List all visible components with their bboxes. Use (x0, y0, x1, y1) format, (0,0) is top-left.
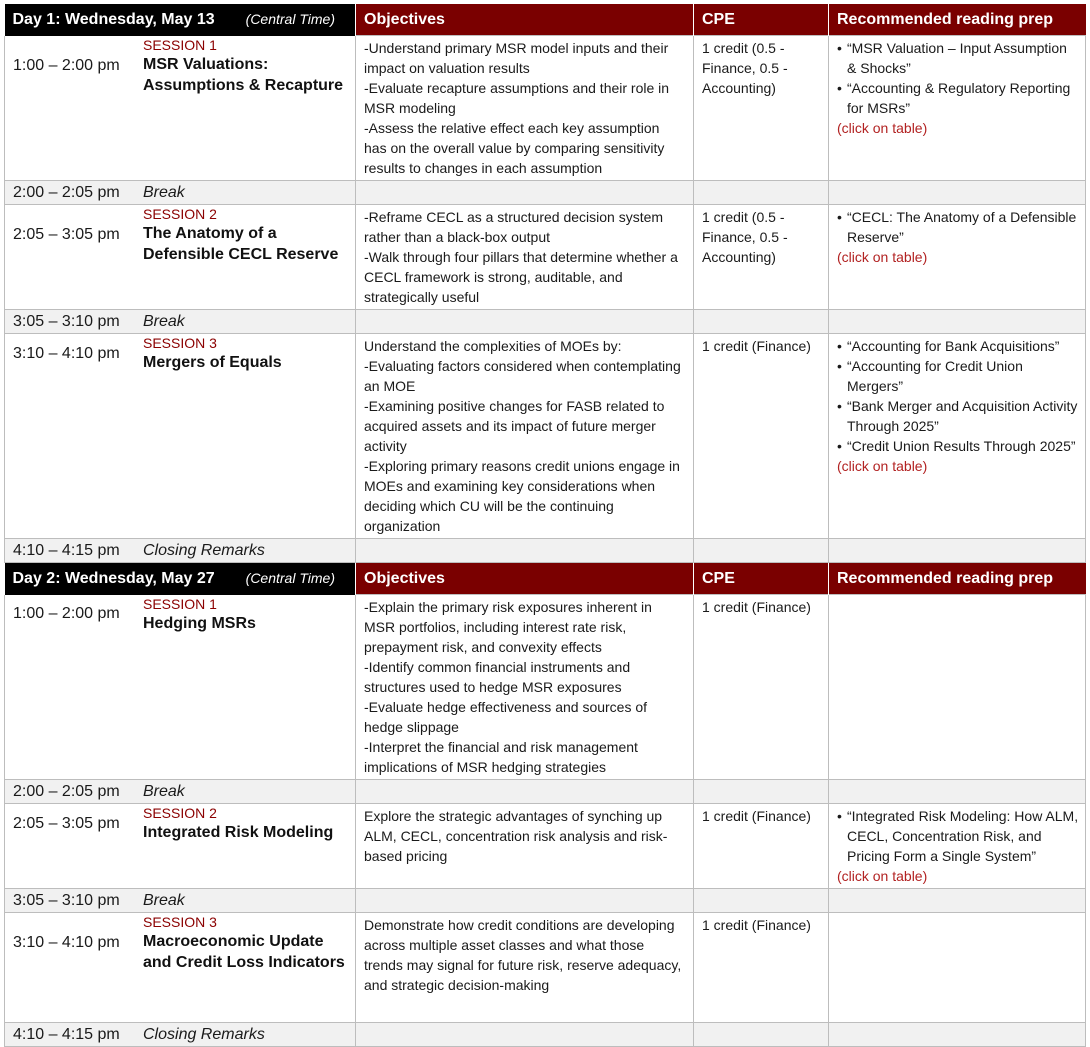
reading-item[interactable]: • “Integrated Risk Modeling: How ALM, CECL, Concentration Risk, and Pricing Form a Single System” (829, 806, 1079, 866)
reading-cell (829, 205, 1085, 269)
reading-header: Recommended reading prep (829, 563, 1086, 595)
session-number: SESSION 1 (143, 36, 217, 53)
session-time-cell (5, 334, 356, 539)
break-row (5, 780, 1086, 804)
day-header-row (5, 4, 1086, 36)
click-on-table-link[interactable]: (click on table) (837, 458, 928, 474)
reading-cell (829, 334, 1085, 478)
time-label: 3:05 – 3:10 pm (13, 891, 120, 909)
time-label: 1:00 – 2:00 pm (13, 605, 120, 622)
reading-item[interactable]: • “MSR Valuation – Input Assumption & Shocks” (829, 38, 1079, 78)
objectives-text: -Understand primary MSR model inputs and their impact on valuation results -Evaluate recapture assumptions and their role in MSR modeling -Assess the relative effect each key assumption has on the overall value by comparing sensitivity results to changes in each assumption (364, 40, 670, 176)
empty-cell (694, 539, 829, 563)
empty-cell (356, 539, 694, 563)
reading-cell (829, 595, 1085, 599)
session-title: MSR Valuations: Assumptions & Recapture (143, 55, 344, 94)
time-label: 3:05 – 3:10 pm (13, 312, 120, 330)
empty-cell (356, 181, 694, 205)
empty-cell (829, 889, 1086, 913)
click-on-table-link[interactable]: (click on table) (837, 249, 928, 265)
session-info (143, 804, 348, 843)
objectives-header: Objectives (356, 563, 694, 595)
empty-cell (356, 310, 694, 334)
empty-cell (829, 780, 1086, 804)
session-title: Hedging MSRs (143, 614, 256, 632)
break-time-cell (5, 889, 356, 913)
reading-cell (829, 913, 1085, 917)
break-label: Break (143, 891, 185, 909)
session-row (5, 804, 1086, 889)
reading-item[interactable]: • “Accounting & Regulatory Reporting for MSRs” (829, 78, 1079, 118)
day-header (5, 4, 356, 36)
day-title: Day 1: Wednesday, May 13 (12, 10, 215, 28)
session-title: Macroeconomic Update and Credit Loss Indicators (143, 933, 345, 971)
break-label: Closing Remarks (143, 541, 265, 559)
reading-list (829, 806, 1079, 866)
break-row (5, 1023, 1086, 1047)
cpe-header: CPE (694, 4, 829, 36)
reading-item[interactable]: • “Credit Union Results Through 2025” (829, 436, 1079, 456)
reading-list (829, 38, 1079, 118)
click-on-table-link[interactable]: (click on table) (837, 868, 928, 884)
break-time-cell (5, 780, 356, 804)
reading-list (829, 336, 1079, 456)
empty-cell (694, 889, 829, 913)
empty-cell (356, 889, 694, 913)
empty-cell (829, 181, 1086, 205)
timezone-label: (Central Time) (245, 10, 335, 27)
session-number: SESSION 1 (143, 595, 217, 612)
cpe-text: 1 credit (0.5 - Finance, 0.5 - Accounting) (702, 209, 788, 265)
break-row (5, 181, 1086, 205)
schedule-body (5, 4, 1086, 1047)
session-time-cell (5, 205, 356, 310)
session-number: SESSION 3 (143, 914, 217, 930)
empty-cell (694, 181, 829, 205)
session-time-cell (5, 595, 356, 780)
time-label: 4:10 – 4:15 pm (13, 1025, 120, 1043)
empty-cell (694, 1023, 829, 1047)
session-time-cell (5, 36, 356, 181)
session-info (143, 334, 348, 373)
day-header-row (5, 563, 1086, 595)
break-row (5, 539, 1086, 563)
break-label: Break (143, 312, 185, 330)
objectives-text: Explore the strategic advantages of synching up ALM, CECL, concentration risk analysis and risk-based pricing (364, 808, 668, 864)
session-time-cell (5, 913, 356, 1023)
break-time-cell (5, 539, 356, 563)
session-title: The Anatomy of a Defensible CECL Reserve (143, 225, 339, 263)
timezone-label: (Central Time) (245, 569, 335, 586)
time-label: 3:10 – 4:10 pm (13, 344, 120, 362)
session-info (143, 36, 348, 96)
cpe-text: 1 credit (Finance) (702, 338, 811, 354)
objectives-text: Demonstrate how credit conditions are developing across multiple asset classes and what those trends may signal for future risk, reserve adequacy, and strategic decision-making (364, 917, 686, 993)
objectives-text: -Reframe CECL as a structured decision system rather than a black-box output -Walk through four pillars that determine whether a CECL framework is strong, auditable, and strategically useful (364, 209, 678, 305)
session-row (5, 205, 1086, 310)
session-row (5, 334, 1086, 539)
day-header (5, 563, 356, 595)
empty-cell (694, 780, 829, 804)
reading-item[interactable]: • “Bank Merger and Acquisition Activity Through 2025” (829, 396, 1079, 436)
empty-cell (694, 310, 829, 334)
break-time-cell (5, 181, 356, 205)
time-label: 2:00 – 2:05 pm (13, 183, 120, 201)
break-label: Break (143, 782, 185, 800)
time-label: 2:05 – 3:05 pm (13, 226, 120, 243)
empty-cell (356, 780, 694, 804)
time-label: 2:05 – 3:05 pm (13, 814, 120, 832)
session-row (5, 913, 1086, 1023)
break-label: Closing Remarks (143, 1025, 265, 1043)
objectives-text: -Explain the primary risk exposures inherent in MSR portfolios, including interest rate risk, prepayment risk, and convexity effects -Identify common financial instruments and structures used to hedge MSR exposures -Evaluate hedge effectiveness and sources of hedge slippage -Interpret the financial and risk management implications of MSR hedging strategies (364, 599, 652, 775)
break-time-cell (5, 1023, 356, 1047)
click-on-table-link[interactable]: (click on table) (837, 120, 928, 136)
time-label: 4:10 – 4:15 pm (13, 541, 120, 559)
objectives-text: Understand the complexities of MOEs by: -Evaluating factors considered when contemplating an MOE -Examining positive changes for FASB related to acquired assets and its impact of future merger activity -Exploring primary reasons credit unions engage in MOEs and examining key considerations when deciding which CU will be the continuing organization (364, 338, 681, 534)
session-title: Mergers of Equals (143, 354, 282, 371)
objectives-header: Objectives (356, 4, 694, 36)
reading-cell (829, 36, 1085, 140)
reading-item[interactable]: • “CECL: The Anatomy of a Defensible Reserve” (829, 207, 1079, 247)
time-label: 1:00 – 2:00 pm (13, 56, 120, 74)
cpe-text: 1 credit (0.5 - Finance, 0.5 - Accounting) (702, 40, 788, 96)
reading-cell (829, 804, 1085, 888)
session-number: SESSION 2 (143, 805, 217, 821)
time-label: 3:10 – 4:10 pm (13, 934, 120, 951)
break-row (5, 889, 1086, 913)
empty-cell (356, 1023, 694, 1047)
session-number: SESSION 2 (143, 206, 217, 222)
session-info (143, 205, 348, 265)
session-info (143, 595, 348, 634)
session-title: Integrated Risk Modeling (143, 824, 334, 841)
empty-cell (829, 539, 1086, 563)
reading-item[interactable]: • “Accounting for Bank Acquisitions” (829, 336, 1079, 356)
session-info (143, 913, 348, 973)
time-label: 2:00 – 2:05 pm (13, 782, 120, 800)
cpe-text: 1 credit (Finance) (702, 917, 811, 933)
reading-item[interactable]: • “Accounting for Credit Union Mergers” (829, 356, 1079, 396)
cpe-text: 1 credit (Finance) (702, 808, 811, 824)
empty-cell (829, 310, 1086, 334)
cpe-text: 1 credit (Finance) (702, 599, 811, 615)
break-row (5, 310, 1086, 334)
break-label: Break (143, 183, 185, 201)
reading-list (829, 207, 1079, 247)
day-title: Day 2: Wednesday, May 27 (12, 569, 215, 587)
break-time-cell (5, 310, 356, 334)
session-time-cell (5, 804, 356, 889)
schedule-table (4, 4, 1086, 1047)
reading-header: Recommended reading prep (829, 4, 1086, 36)
session-row (5, 595, 1086, 780)
empty-cell (829, 1023, 1086, 1047)
cpe-header: CPE (694, 563, 829, 595)
session-number: SESSION 3 (143, 335, 217, 351)
session-row (5, 36, 1086, 181)
